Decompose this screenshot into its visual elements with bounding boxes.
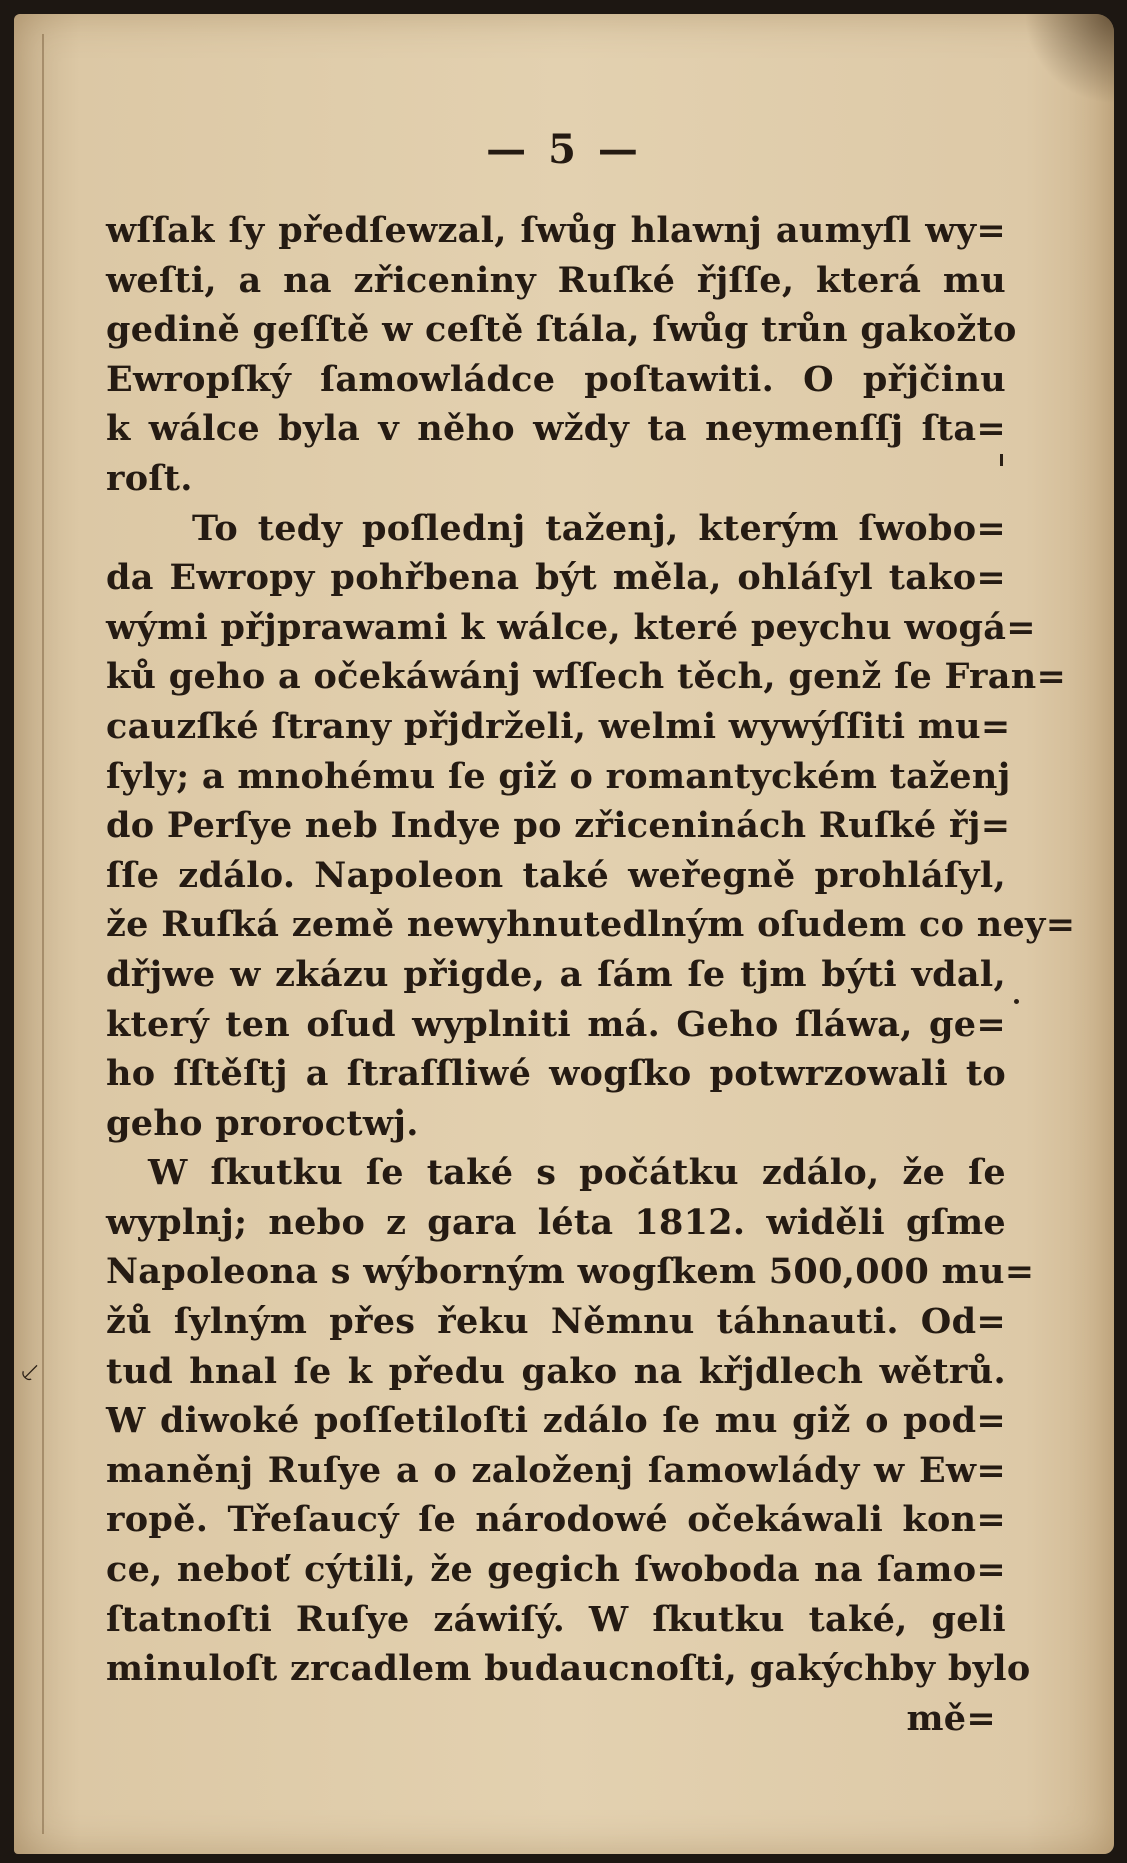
ink-dot (1014, 999, 1019, 1004)
text-line: wyplnj; nebo z gara léta 1812. widěli gſme (106, 1201, 1006, 1243)
text-line: W diwoké poſſetiloſti zdálo ſe mu giž o pod= (106, 1400, 1006, 1442)
text-line: gedině geſſtě w ceſtě ſtála, ſwůg trůn gakožto (106, 309, 1017, 351)
text-line: cauzſké ſtrany přjdrželi, welmi wywýſſiti mu= (106, 705, 1011, 747)
text-line: Ewropſký ſamowládce poſtawiti. O přjčinu (106, 358, 1006, 400)
gutter-line (42, 34, 44, 1834)
text-line: ho ſſtěſtj a ſtraſſliwé wogſko potwrzowali to (106, 1053, 1006, 1095)
ink-tick (1000, 454, 1003, 466)
text-line: To tedy poſlednj taženj, kterým ſwobo= (192, 507, 1006, 549)
text-line: ſyly; a mnohému ſe giž o romantyckém taženj (106, 755, 1011, 797)
text-line: dřjwe w zkázu přigde, a ſám ſe tjm býti vdal, (106, 953, 1006, 995)
book-page (14, 14, 1114, 1854)
text-line: wſſak ſy předſewzal, ſwůg hlawnj aumyſl wy= (106, 210, 1006, 251)
text-line: da Ewropy pohřbena být měla, ohláſyl tako= (106, 557, 1006, 599)
text-line: k wálce byla v něho wždy ta neymenſſj ſta= (106, 408, 1006, 450)
page-number: — 5 — (486, 126, 642, 173)
text-line: geho proroctwj. (106, 1102, 419, 1144)
body-text (106, 206, 1076, 1743)
text-line: ropě. Třeſaucý ſe národowé očekáwali kon= (106, 1499, 1006, 1541)
catchword: mě= (906, 1697, 996, 1739)
text-line: že Ruſká země newyhnutedlným oſudem co ney= (106, 904, 1076, 946)
text-line: maněnj Ruſye a o založenj ſamowlády w Ew= (106, 1449, 1006, 1491)
text-line: ce, neboť cýtili, že gegich ſwoboda na ſamo= (106, 1549, 1006, 1591)
margin-note: ⸔ (18, 1355, 41, 1390)
text-line: ſtatnoſti Ruſye záwiſý. W ſkutku také, geli (106, 1598, 1006, 1640)
text-line: wými přjprawami k wálce, které peychu wogá= (106, 606, 1036, 648)
text-line: ků geho a očekáwánj wſſech těch, genž ſe Fran= (106, 656, 1067, 698)
text-line: který ten oſud wyplniti má. Geho ſláwa, ge= (106, 1003, 1006, 1045)
text-line: žů ſylným přes řeku Němnu táhnauti. Od= (106, 1301, 1006, 1343)
text-line: W ſkutku ſe také s počátku zdálo, že ſe (148, 1152, 1006, 1194)
text-line: Napoleona s wýborným wogſkem 500,000 mu= (106, 1251, 1035, 1293)
text-line: tud hnal ſe k předu gako na křjdlech wětrů. (106, 1350, 1006, 1392)
text-line: roſt. (106, 457, 193, 499)
text-line: ſſe zdálo. Napoleon také weřegně prohláſyl, (106, 854, 1006, 896)
text-line: do Perſye neb Indye po zřiceninách Ruſké řj= (106, 805, 1011, 847)
text-line: weſti, a na zřiceniny Ruſké řjſſe, která mu (106, 259, 1006, 301)
page-corner-shadow (1024, 14, 1114, 104)
text-line: minuloſt zrcadlem budaucnoſti, gakýchby bylo (106, 1648, 1031, 1690)
